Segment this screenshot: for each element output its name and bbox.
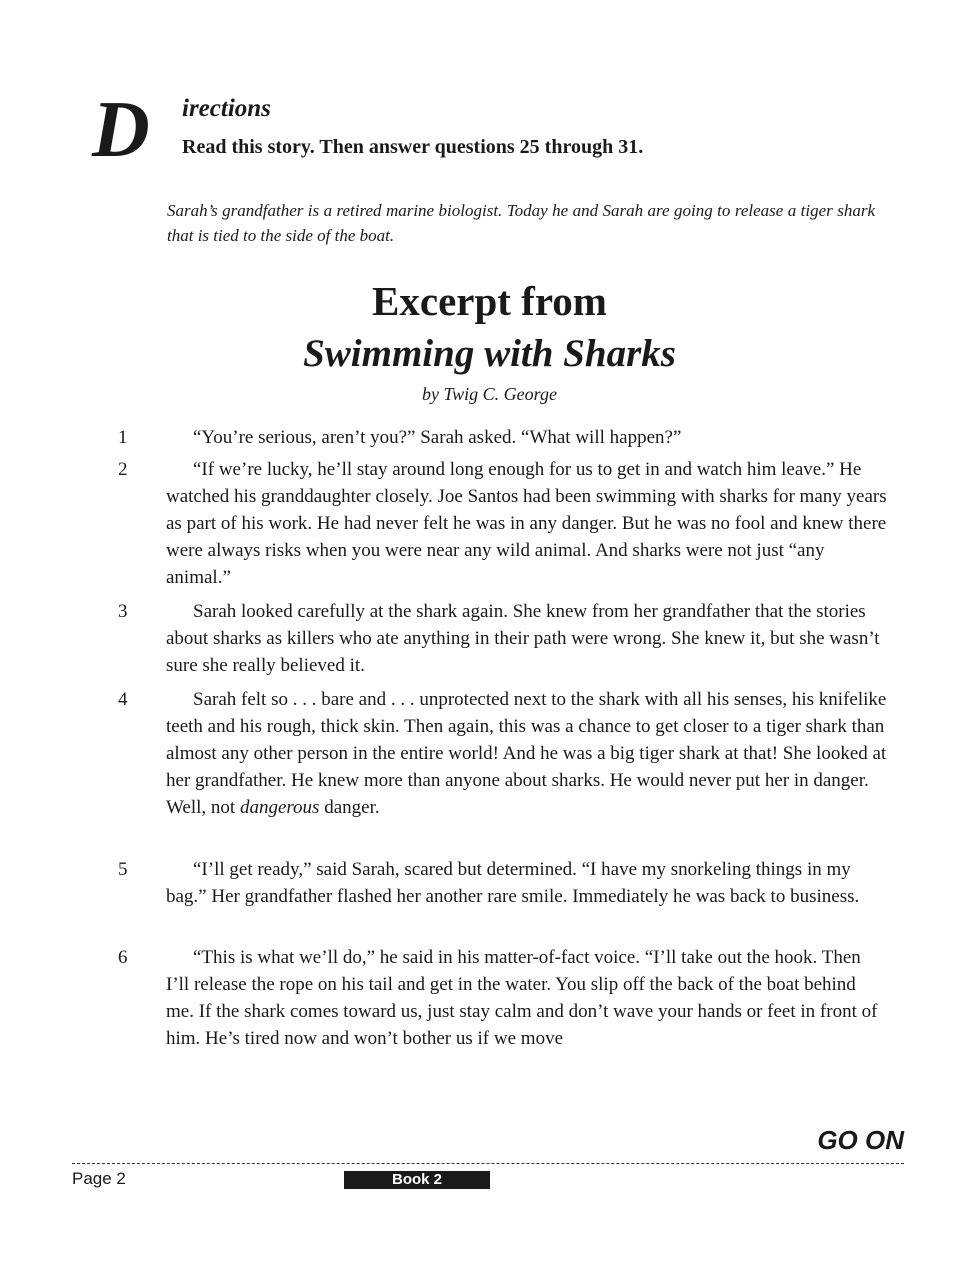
paragraph-number: 5 — [118, 859, 128, 880]
paragraph-text-part: Sarah felt so . . . bare and . . . unprotected next to the shark with all his senses, his knifelike teeth and his rough, thick skin. Then again, this was a chance to get closer to a tiger shark than almost any other person in the entire world! And he was a big tiger shark at that! She looked at her grandfather. He knew more than anyone about sharks. He would never put her in danger. Well, not — [166, 689, 887, 818]
go-on-label: GO ON — [817, 1125, 904, 1155]
paragraph-number: 3 — [118, 601, 128, 622]
paragraph-number: 6 — [118, 947, 128, 968]
paragraph-text: Sarah looked carefully at the shark again. She knew from her grandfather that the stories about sharks as killers who ate anything in their path were wrong. She knew it, but she wasn’t sure she really believed it. — [166, 601, 880, 676]
directions-drop-cap: D — [92, 86, 150, 174]
paragraph-text: “If we’re lucky, he’ll stay around long enough for us to get in and watch him leave.” He watched his granddaughter closely. Joe Santos had been swimming with sharks for many years as part of his work. He had never felt he was in any danger. But he was no fool and knew there were always risks when you were near any wild animal. And sharks were not just “any animal.” — [166, 459, 887, 588]
paragraph-number: 2 — [118, 459, 128, 480]
page-number: Page 2 — [72, 1169, 126, 1188]
paragraph-text-part: danger. — [319, 797, 380, 818]
paragraph-text: “This is what we’ll do,” he said in his matter-of-fact voice. “I’ll take out the hook. Then I’ll release the rope on his tail and get in the water. You slip off the back of the boat behind me. If the shark comes toward us, just stay calm and don’t wave your hands or feet in front of him. He’s tired now and won’t bother us if we move — [166, 947, 878, 1049]
paragraph-text: “I’ll get ready,” said Sarah, scared but determined. “I have my snorkeling things in my bag.” Her grandfather flashed her another rare smile. Immediately he was back to business. — [166, 859, 860, 907]
story-intro: Sarah’s grandfather is a retired marine biologist. Today he and Sarah are going to release a tiger shark that is tied to the side of the boat. — [167, 201, 875, 245]
footer-divider — [72, 1163, 904, 1164]
directions-instruction: Read this story. Then answer questions 25 through 31. — [182, 136, 644, 158]
directions-header — [92, 86, 912, 174]
emphasis-dangerous: dangerous — [239, 797, 320, 818]
paragraph-number: 1 — [118, 427, 128, 448]
paragraph-text — [166, 686, 888, 821]
title-excerpt-from: Excerpt from — [372, 278, 607, 324]
book-label: Book 2 — [344, 1171, 490, 1189]
paragraph-text: “You’re serious, aren’t you?” Sarah asked. “What will happen?” — [193, 427, 682, 448]
story-title: Swimming with Sharks — [303, 332, 676, 375]
directions-heading: irections — [182, 95, 271, 122]
story-byline: by Twig C. George — [422, 384, 557, 404]
paragraph-number: 4 — [118, 689, 128, 710]
